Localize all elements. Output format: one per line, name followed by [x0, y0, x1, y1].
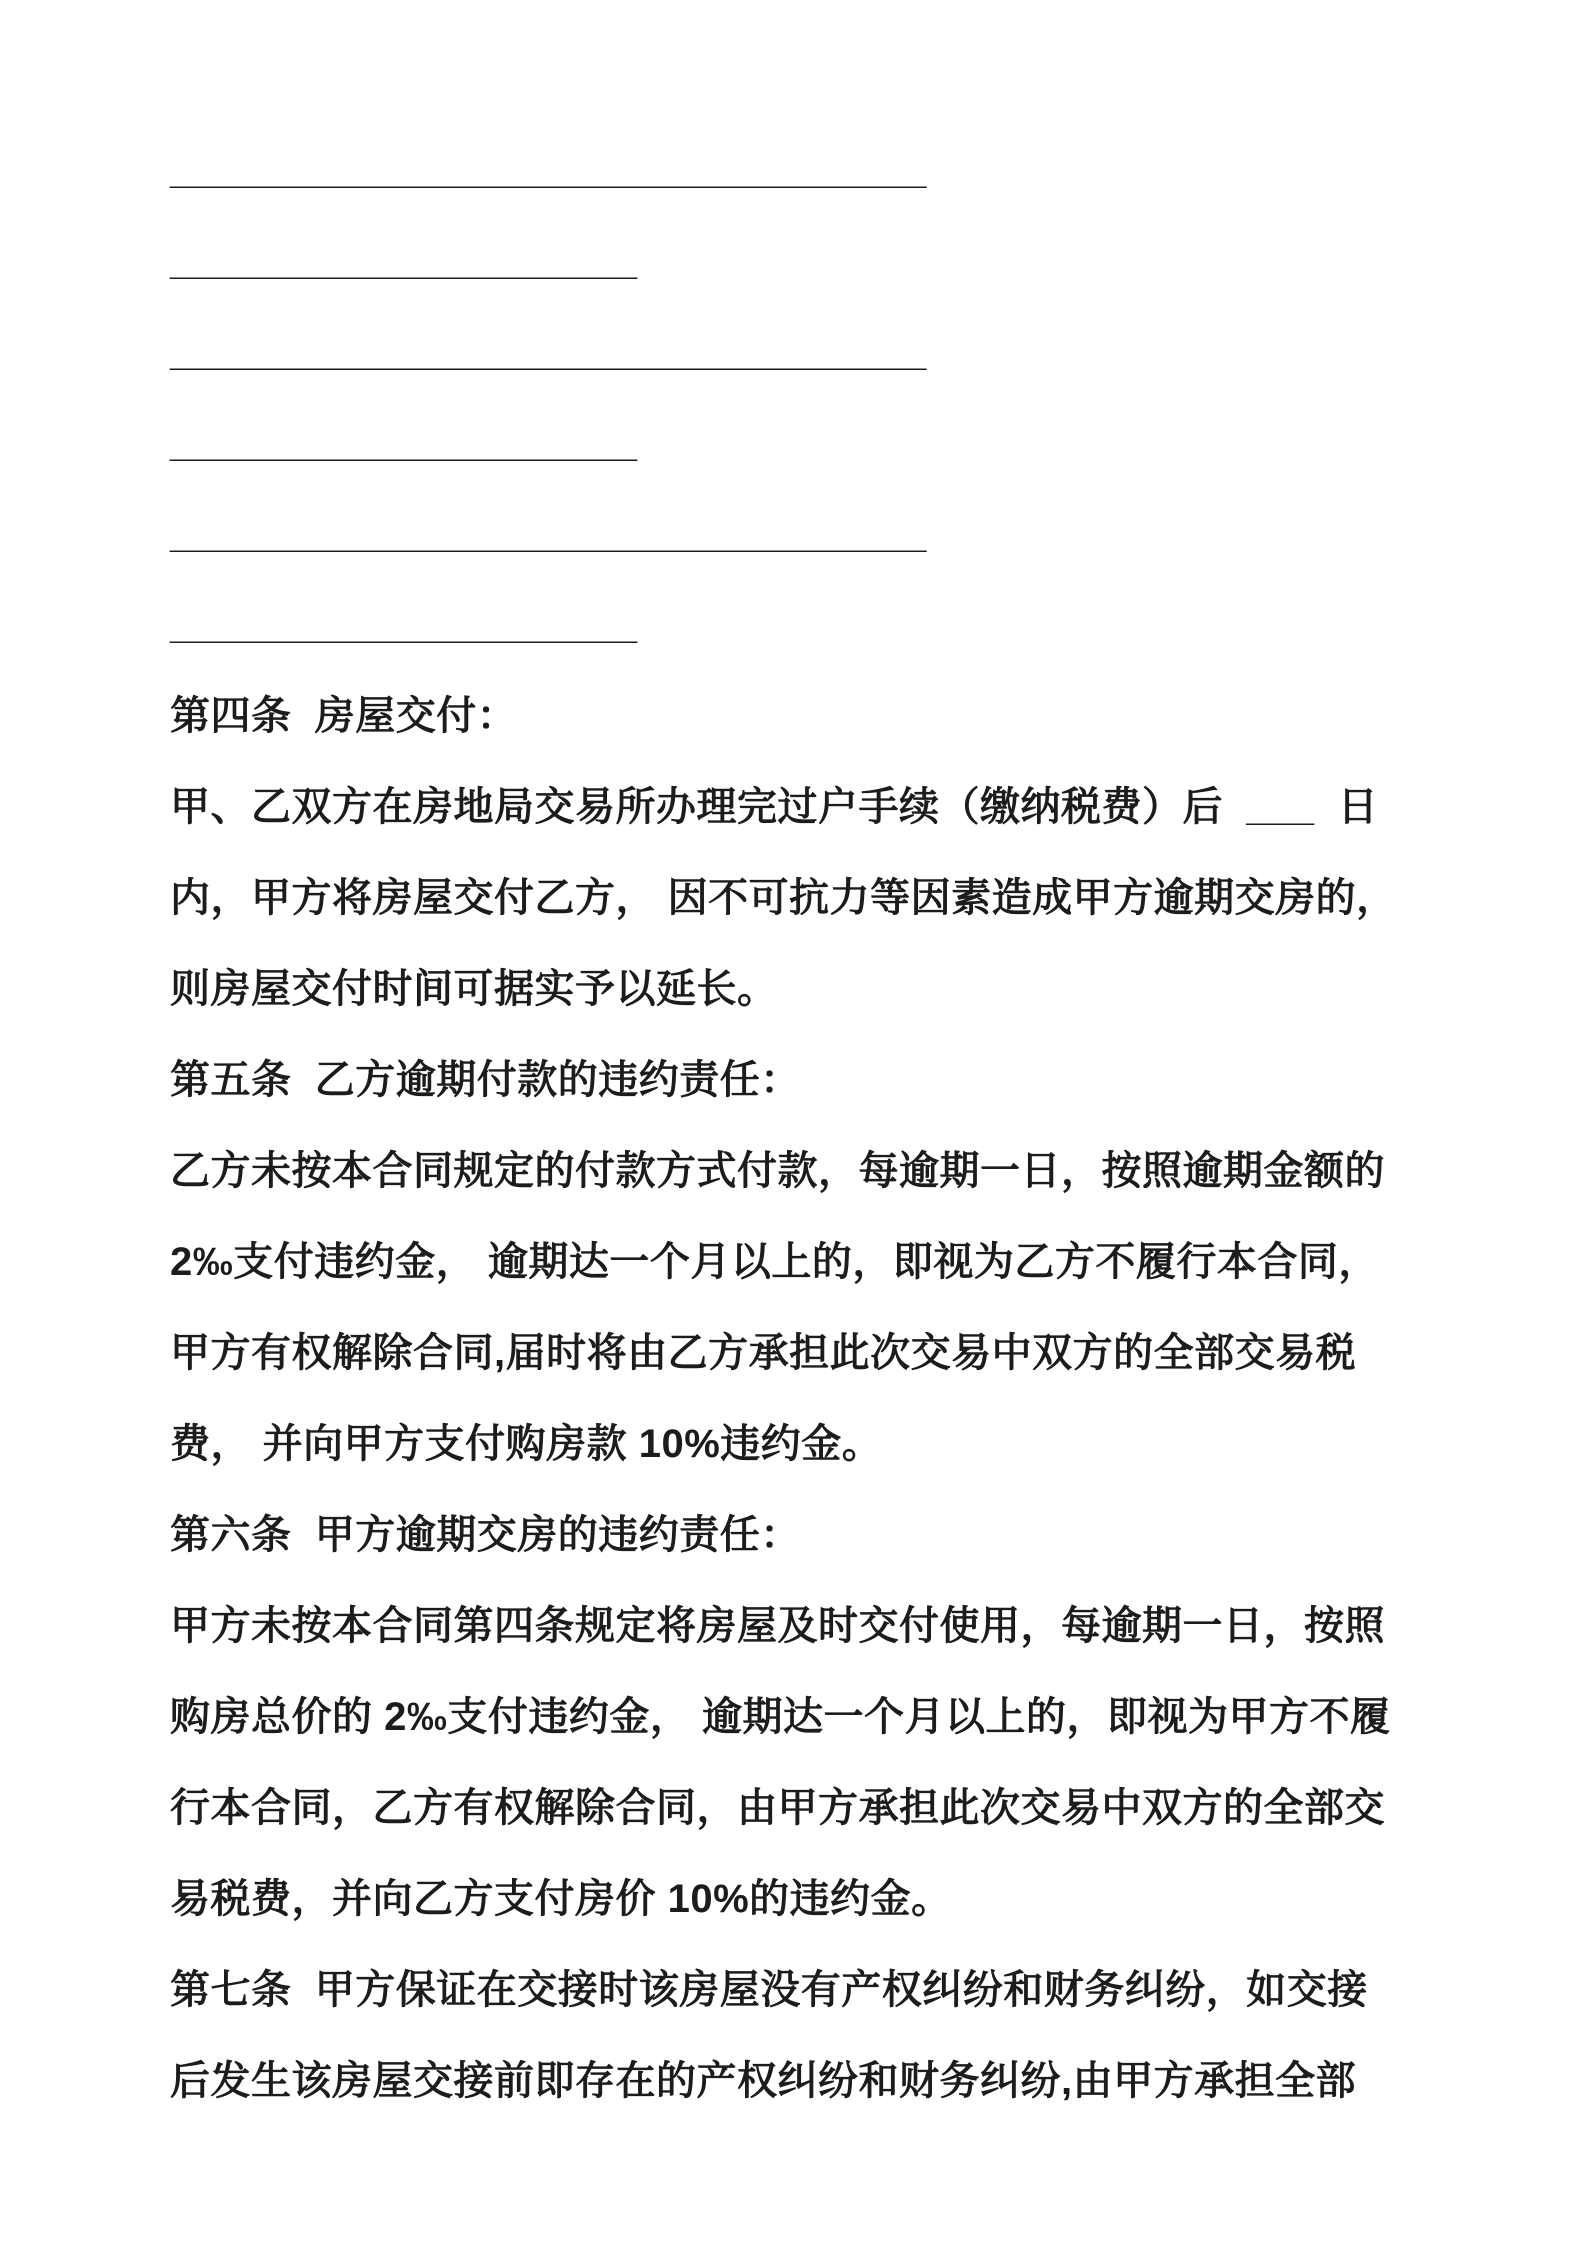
clause-6-text-line: 甲方未按本合同第四条规定将房屋及时交付使用，每逾期一日，按照 [170, 1604, 1385, 1648]
clause-4-text-line: 则房屋交付时间可据实予以延长。 [170, 967, 778, 1011]
clause-7-heading-line: 第七条 甲方保证在交接时该房屋没有产权纠纷和财务纠纷，如交接 [170, 1968, 1368, 2012]
clause-5-text-line: 2‰支付违约金， 逾期达一个月以上的，即视为乙方不履行本合同， [170, 1240, 1379, 1284]
clause-6-text-line: 行本合同，乙方有权解除合同，由甲方承担此次交易中双方的全部交 [170, 1786, 1385, 1830]
blank-fill-line: _____________________ [170, 239, 638, 283]
clause-5-text-line: 甲方有权解除合同,届时将由乙方承担此次交易中双方的全部交易税 [170, 1331, 1357, 1375]
clause-5-heading: 第五条 乙方逾期付款的违约责任： [170, 1058, 801, 1102]
blank-fill-line: __________________________________ [170, 330, 927, 374]
blank-fill-line: _____________________ [170, 603, 638, 647]
blank-fill-line: __________________________________ [170, 512, 927, 556]
clause-6-text-line: 易税费，并向乙方支付房价 10%的违约金。 [170, 1877, 952, 1921]
clause-4-heading: 第四条 房屋交付： [170, 694, 518, 738]
blank-fill-line: _____________________ [170, 421, 638, 465]
clause-6-heading: 第六条 甲方逾期交房的违约责任： [170, 1513, 801, 1557]
clause-4-text-line: 甲、乙双方在房地局交易所办理完过户手续（缴纳税费）后 ___ 日 [170, 785, 1379, 829]
clause-5-text-line: 乙方未按本合同规定的付款方式付款，每逾期一日，按照逾期金额的 [170, 1149, 1385, 1193]
clause-6-text-line: 购房总价的 2‰支付违约金， 逾期达一个月以上的，即视为甲方不履 [170, 1695, 1391, 1739]
clause-7-text-line: 后发生该房屋交接前即存在的产权纠纷和财务纠纷,由甲方承担全部 [170, 2059, 1357, 2103]
blank-fill-line: __________________________________ [170, 148, 927, 192]
clause-5-text-line: 费， 并向甲方支付购房款 10%违约金。 [170, 1422, 883, 1466]
clause-4-text-line: 内，甲方将房屋交付乙方， 因不可抗力等因素造成甲方逾期交房的， [170, 876, 1397, 920]
